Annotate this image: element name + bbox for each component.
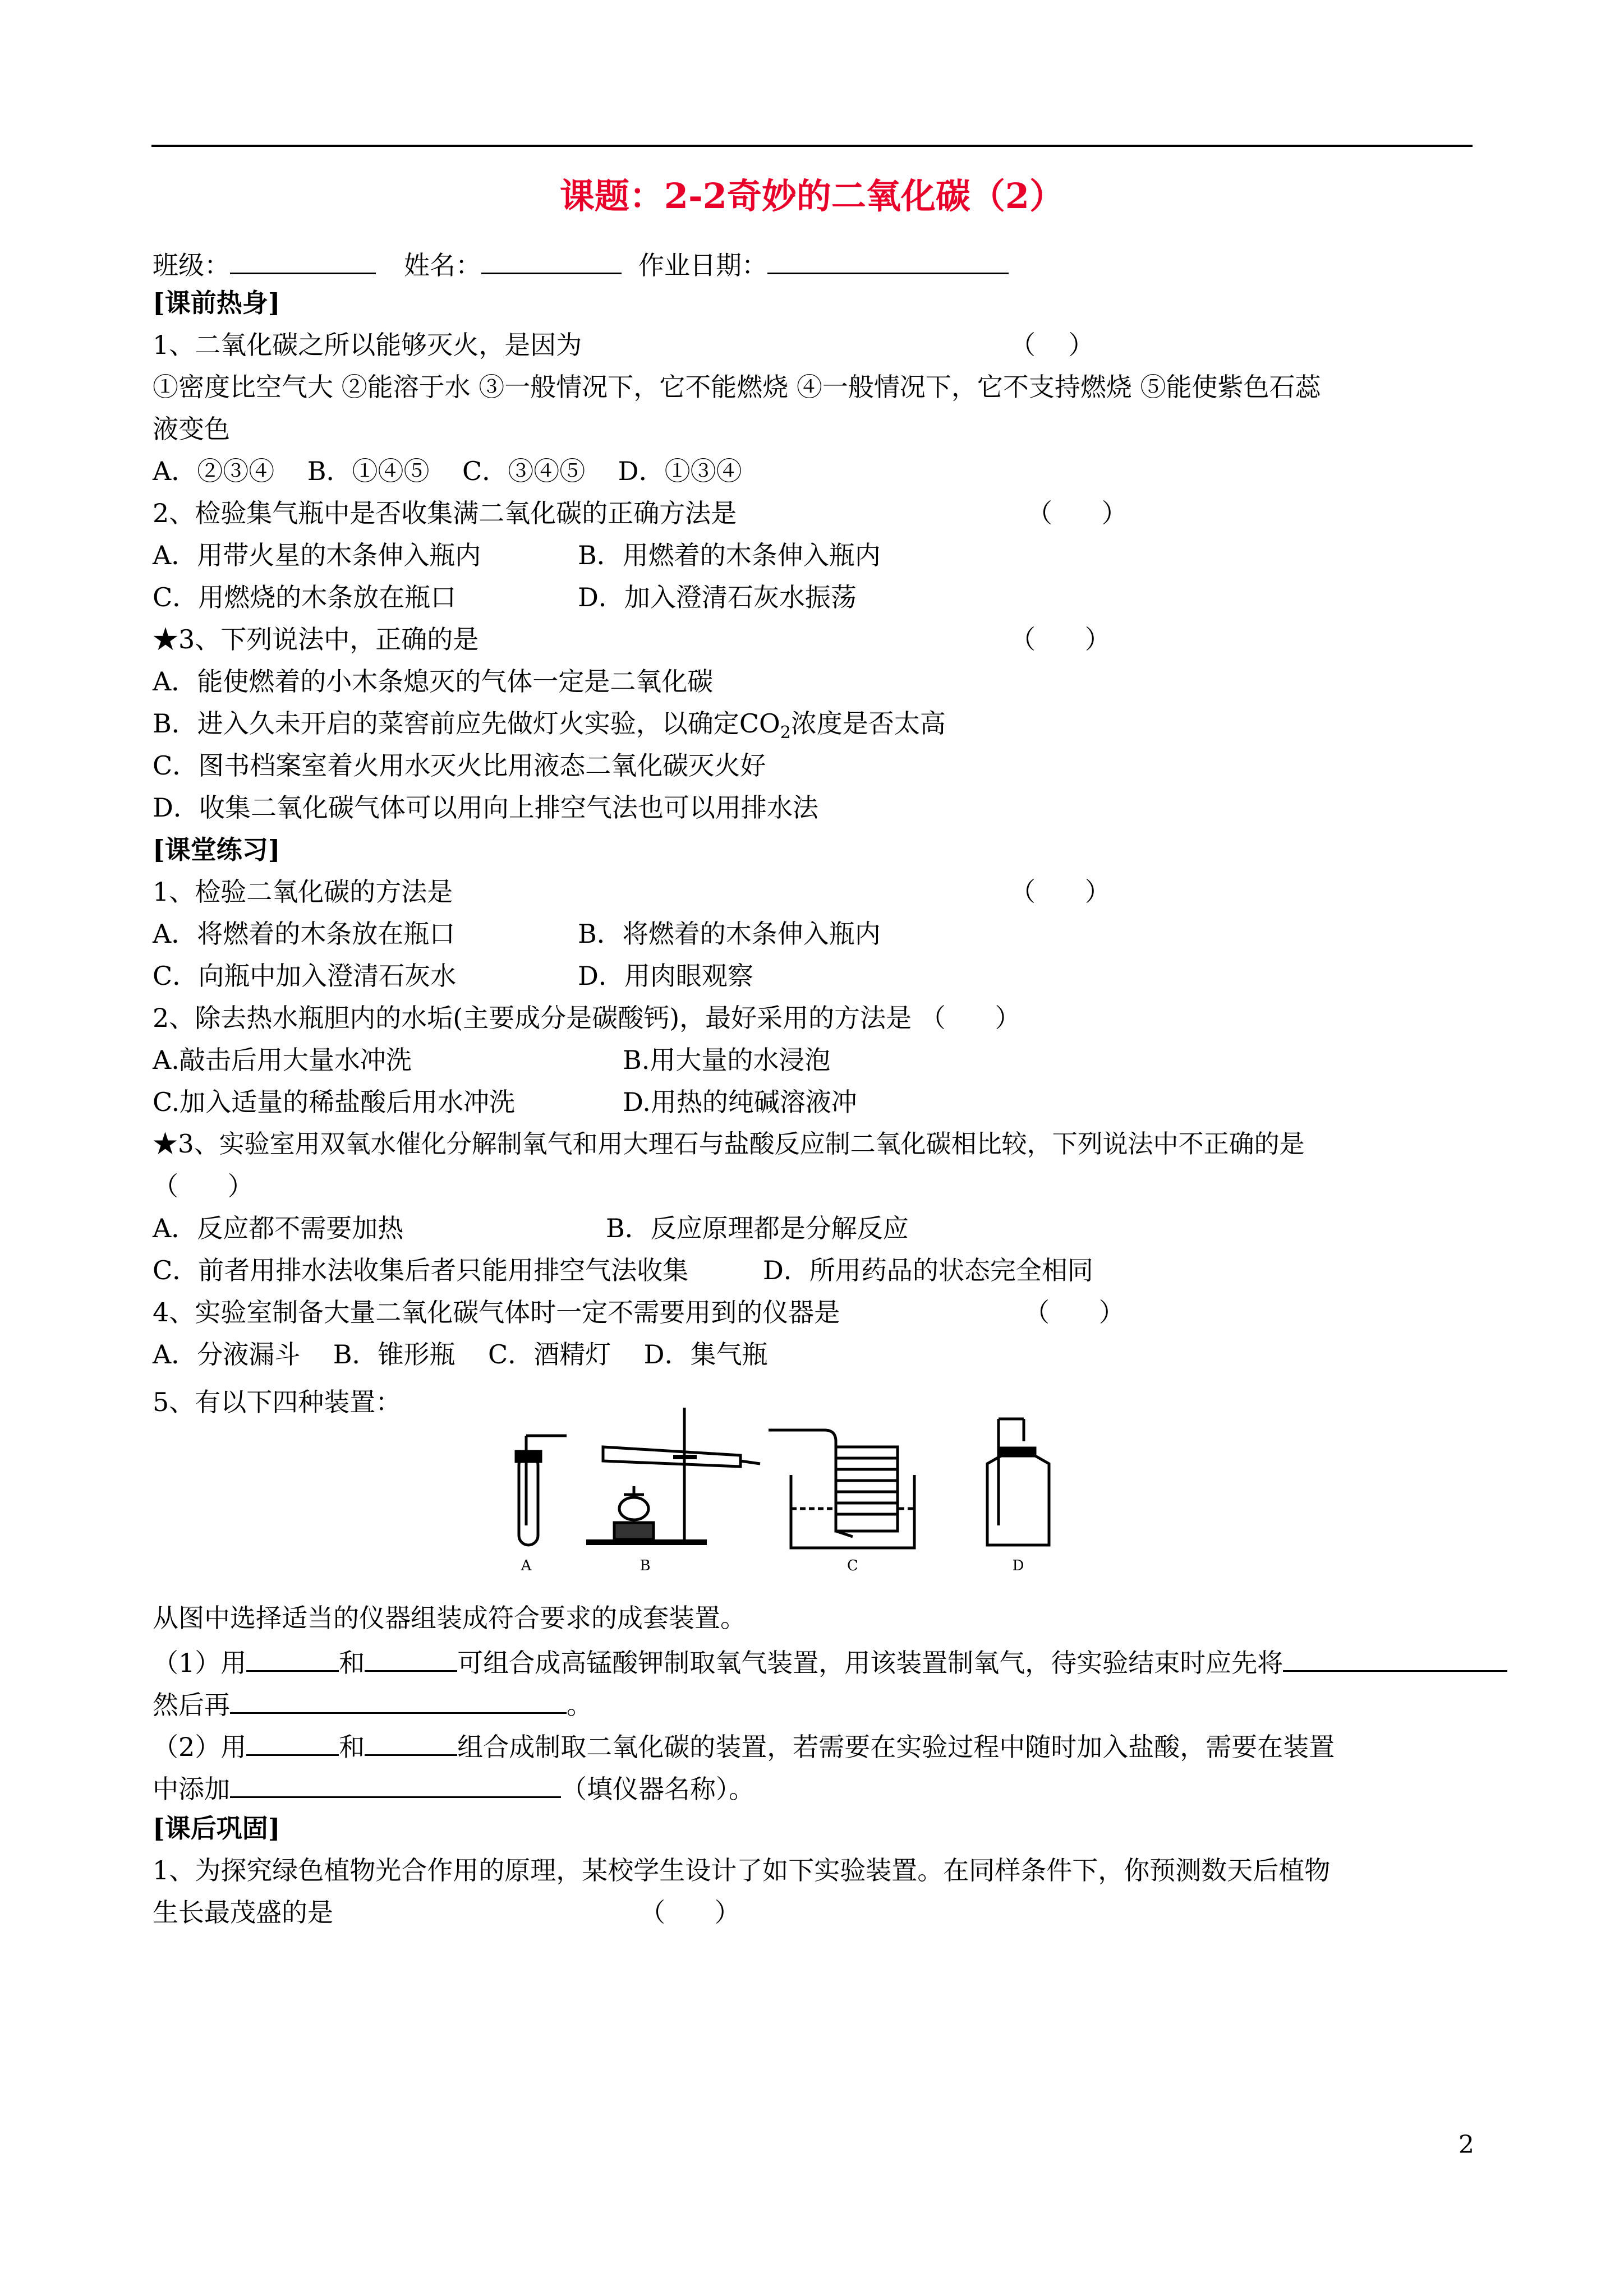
warmup-q1-stem: 1、二氧化碳之所以能够灭火，是因为	[153, 330, 582, 360]
q5-1-end: 。	[567, 1690, 592, 1720]
classwork-q2-d: D.用热的纯碱溶液冲	[623, 1087, 857, 1117]
q5-1-then: 然后再	[153, 1690, 230, 1720]
classwork-q3-c: C．前者用排水法收集后者只能用排空气法收集	[153, 1255, 689, 1285]
q5-1-blank-3[interactable]	[1283, 1643, 1507, 1672]
q5-2-add: 中添加	[153, 1774, 230, 1804]
section-warmup: [课前热身]	[153, 288, 280, 318]
classwork-q2-stem: 2、除去热水瓶胆内的水垢(主要成分是碳酸钙)，最好采用的方法是 （ ）	[153, 1003, 1021, 1033]
classwork-q2-b: B.用大量的水浸泡	[623, 1045, 831, 1075]
co2-formula: CO	[739, 708, 780, 739]
class-label: 班级：	[153, 250, 230, 280]
section-classwork: [课堂练习]	[153, 835, 280, 865]
warmup-q2-d: D．加入澄清石灰水振荡	[578, 582, 857, 612]
classwork-q5-intro: 从图中选择适当的仪器组装成符合要求的成套装置。	[153, 1603, 746, 1633]
page-number: 2	[1459, 2131, 1474, 2159]
classwork-q5-stem: 5、有以下四种装置：	[153, 1387, 402, 1417]
name-label: 姓名：	[404, 250, 481, 280]
warmup-q1-items: ①密度比空气大 ②能溶于水 ③一般情况下，它不能燃烧 ④一般情况下，它不支持燃烧 ⑤能使紫色石蕊	[153, 372, 1321, 402]
classwork-q5-part1-cont	[153, 1685, 592, 1722]
classwork-q1-b: B．将燃着的木条伸入瓶内	[578, 919, 881, 949]
fig-label-c: C	[847, 1557, 858, 1574]
warmup-q2-c: C．用燃烧的木条放在瓶口	[153, 582, 457, 612]
warmup-q1-options: A．②③④ B．①④⑤ C．③④⑤ D．①③④	[153, 456, 742, 486]
warmup-q3-paren[interactable]: （ ）	[1010, 624, 1111, 654]
classwork-q2-a: A.敲击后用大量水冲洗	[153, 1045, 412, 1075]
q5-2-prefix: （2）用	[153, 1732, 247, 1762]
q5-1-blank-4[interactable]	[230, 1685, 567, 1714]
q5-1-text: 可组合成高锰酸钾制取氧气装置，用该装置制氧气，待实验结束时应先将	[457, 1648, 1283, 1678]
page-title: 课题：2-2奇妙的二氧化碳（2）	[559, 176, 1065, 216]
q5-2-end: （填仪器名称）。	[561, 1774, 755, 1804]
name-blank[interactable]	[481, 246, 622, 274]
classwork-q5-part2-cont	[153, 1769, 755, 1806]
apparatus-c-water-trough	[769, 1430, 914, 1548]
q5-2-and: 和	[339, 1732, 365, 1762]
co2-subscript: 2	[780, 723, 791, 743]
q5-1-and: 和	[339, 1648, 365, 1678]
classwork-q5-part2	[153, 1727, 1335, 1764]
fig-label-d: D	[1012, 1557, 1024, 1574]
warmup-q3-stem: ★3、下列说法中，正确的是	[153, 624, 479, 654]
q5-1-blank-2[interactable]	[365, 1643, 457, 1672]
q5-2-text: 组合成制取二氧化碳的装置，若需要在实验过程中随时加入盐酸，需要在装置	[457, 1732, 1335, 1762]
review-q1-line2: 生长最茂盛的是	[153, 1897, 333, 1928]
q3b-post: 浓度是否太高	[790, 708, 946, 739]
classwork-q1-paren[interactable]: （ ）	[1010, 877, 1111, 907]
q3b-pre: B．进入久未开启的菜窖前应先做灯火实验，以确定	[153, 708, 739, 739]
warmup-q3-a: A．能使燃着的小木条熄灭的气体一定是二氧化碳	[153, 666, 714, 697]
warmup-q2-stem: 2、检验集气瓶中是否收集满二氧化碳的正确方法是	[153, 498, 737, 528]
classwork-q1-stem: 1、检验二氧化碳的方法是	[153, 877, 453, 907]
fig-label-b: B	[640, 1557, 651, 1574]
classwork-q4-stem: 4、实验室制备大量二氧化碳气体时一定不需要用到的仪器是	[153, 1297, 840, 1327]
classwork-q3-stem: ★3、实验室用双氧水催化分解制氧气和用大理石与盐酸反应制二氧化碳相比较，下列说法中不正确的是	[153, 1129, 1305, 1159]
apparatus-b-iron-stand	[586, 1408, 760, 1542]
warmup-q3-c: C．图书档案室着火用水灭火比用液态二氧化碳灭火好	[153, 750, 766, 781]
apparatus-figure	[494, 1396, 1066, 1576]
q5-2-blank-1[interactable]	[246, 1727, 339, 1756]
classwork-q1-d: D．用肉眼观察	[578, 961, 753, 991]
warmup-q2-b: B．用燃着的木条伸入瓶内	[578, 540, 881, 570]
classwork-q3-a: A．反应都不需要加热	[153, 1213, 404, 1243]
classwork-q1-a: A．将燃着的木条放在瓶口	[153, 919, 456, 949]
warmup-q2-a: A．用带火星的木条伸入瓶内	[153, 540, 481, 570]
warmup-q1-items-cont: 液变色	[153, 414, 230, 444]
class-blank[interactable]	[230, 246, 376, 274]
classwork-q3-b: B．反应原理都是分解反应	[606, 1213, 909, 1243]
warmup-q3-d: D．收集二氧化碳气体可以用向上排空气法也可以用排水法	[153, 792, 818, 823]
date-label: 作业日期：	[638, 250, 767, 280]
classwork-q4-options: A．分液漏斗 B．锥形瓶 C．酒精灯 D．集气瓶	[153, 1339, 768, 1370]
classwork-q2-c: C.加入适量的稀盐酸后用水冲洗	[153, 1087, 516, 1117]
q5-1-blank-1[interactable]	[246, 1643, 339, 1672]
q5-2-blank-2[interactable]	[365, 1727, 457, 1756]
section-review: [课后巩固]	[153, 1813, 280, 1843]
header-rule	[151, 145, 1473, 147]
header-fields	[153, 246, 1009, 282]
classwork-q1-c: C．向瓶中加入澄清石灰水	[153, 961, 457, 991]
classwork-q5-part1	[153, 1643, 1507, 1680]
review-q1-paren[interactable]: （ ）	[640, 1897, 740, 1928]
apparatus-a-test-tube	[516, 1436, 567, 1545]
q5-1-prefix: （1）用	[153, 1648, 247, 1678]
classwork-q3-d: D．所用药品的状态完全相同	[763, 1255, 1093, 1285]
q5-2-blank-3[interactable]	[230, 1769, 561, 1798]
fig-label-a: A	[521, 1557, 532, 1574]
apparatus-d-gas-bottle	[987, 1419, 1049, 1545]
date-blank[interactable]	[767, 246, 1009, 274]
classwork-q4-paren[interactable]: （ ）	[1024, 1297, 1125, 1327]
classwork-q3-paren[interactable]: （ ）	[153, 1171, 254, 1201]
warmup-q2-paren[interactable]: （ ）	[1027, 498, 1128, 528]
review-q1-line1: 1、为探究绿色植物光合作用的原理，某校学生设计了如下实验装置。在同样条件下，你预测数天后植物	[153, 1855, 1331, 1885]
warmup-q3-b	[153, 707, 946, 750]
warmup-q1-paren[interactable]: （ ）	[1010, 330, 1094, 360]
